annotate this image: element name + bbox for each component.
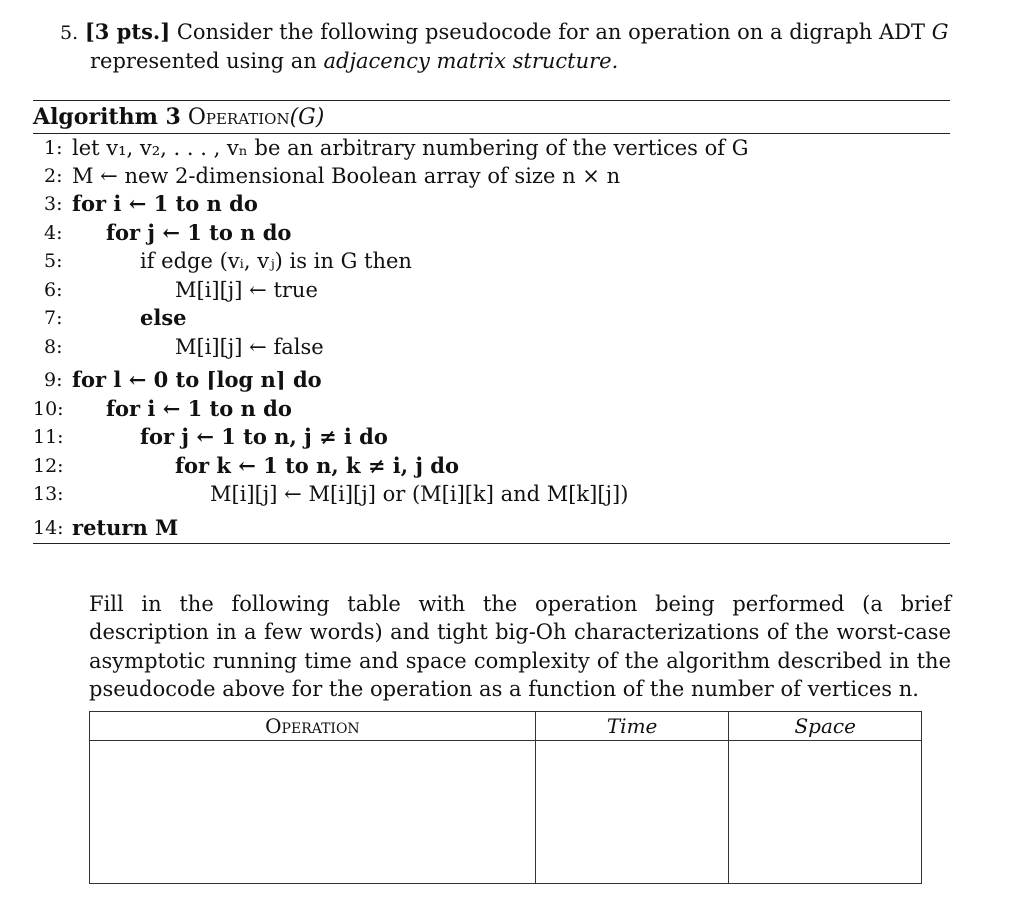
- header-space: Space: [729, 712, 922, 741]
- algorithm-line: [0, 333, 950, 361]
- algorithm-title: [33, 102, 324, 133]
- algorithm-line: [0, 452, 950, 480]
- line-code: for j ← 1 to n, j ≠ i do: [140, 424, 388, 449]
- answer-table-header-row: [90, 712, 922, 741]
- algorithm-name: Operation: [187, 105, 290, 130]
- line-number: 5:: [44, 250, 63, 272]
- line-number: 3:: [44, 193, 63, 215]
- line-number: 14:: [33, 517, 64, 539]
- line-code: for l ← 0 to ⌈log n⌉ do: [72, 367, 322, 392]
- line-code: M[i][j] ← false: [175, 335, 324, 359]
- header-time: Time: [535, 712, 729, 741]
- question-prompt-line-1: [60, 18, 950, 47]
- line-number: 8:: [44, 336, 63, 358]
- line-code: for i ← 1 to n do: [106, 396, 292, 421]
- algorithm-line: [0, 134, 950, 162]
- line-code: return M: [72, 515, 179, 540]
- line-number: 9:: [44, 369, 63, 391]
- question-text-2: represented using an: [90, 49, 317, 73]
- line-code: M ← new 2-dimensional Boolean array of size n × n: [72, 164, 621, 188]
- algorithm-argument: (G): [289, 105, 325, 130]
- space-answer-cell[interactable]: [729, 741, 922, 884]
- header-operation: Operation: [90, 712, 536, 741]
- line-number: 10:: [33, 398, 64, 420]
- line-number: 11:: [33, 426, 64, 448]
- algorithm-line: [0, 480, 950, 508]
- algorithm-line: [0, 366, 950, 394]
- line-code: let v₁, v₂, . . . , vₙ be an arbitrary numbering of the vertices of G: [72, 136, 749, 160]
- algorithm-line: [0, 395, 950, 423]
- answer-table-row: [90, 741, 922, 884]
- line-code: for j ← 1 to n do: [106, 220, 292, 245]
- algorithm-line: [0, 247, 950, 275]
- algorithm-line: [0, 276, 950, 304]
- instructions-paragraph: Fill in the following table with the operation being performed (a brief description in a few words) and tight big-Oh characterizations of the worst-case asymptotic running time and space complexity of the algorithm described in the pseudocode above for the operation as a function of the number of vertices n.: [89, 592, 951, 702]
- line-number: 4:: [44, 222, 63, 244]
- line-code: for i ← 1 to n do: [72, 191, 258, 216]
- question-text-1: Consider the following pseudocode for an operation on a digraph ADT: [176, 20, 926, 44]
- line-number: 7:: [44, 307, 63, 329]
- algorithm-line: [0, 304, 950, 332]
- question-prompt-line-2: [90, 47, 950, 75]
- line-code: M[i][j] ← true: [175, 278, 318, 302]
- line-number: 1:: [44, 137, 63, 159]
- time-answer-cell[interactable]: [535, 741, 729, 884]
- line-code: for k ← 1 to n, k ≠ i, j do: [175, 453, 459, 478]
- line-code: if edge (vᵢ, vⱼ) is in G then: [140, 249, 412, 273]
- line-number: 13:: [33, 483, 64, 505]
- line-code: M[i][j] ← M[i][j] or (M[i][k] and M[k][j]): [210, 482, 629, 506]
- algorithm-bottom-rule: [33, 543, 950, 544]
- line-number: 12:: [33, 455, 64, 477]
- algorithm-label: Algorithm 3: [33, 104, 181, 130]
- question-var-g: G: [931, 20, 949, 44]
- algorithm-line: [0, 162, 950, 190]
- question-emphasis: adjacency matrix structure.: [323, 49, 619, 73]
- algorithm-line: [0, 423, 950, 451]
- question-number: 5.: [60, 22, 79, 44]
- line-number: 2:: [44, 165, 63, 187]
- algorithm-line: [0, 514, 950, 542]
- operation-answer-cell[interactable]: [90, 741, 536, 884]
- algorithm-top-rule: [33, 100, 950, 101]
- answer-table: [89, 711, 922, 884]
- algorithm-line: [0, 190, 950, 218]
- algorithm-line: [0, 219, 950, 247]
- line-number: 6:: [44, 279, 63, 301]
- line-code: else: [140, 305, 187, 330]
- question-points: [3 pts.]: [84, 19, 171, 44]
